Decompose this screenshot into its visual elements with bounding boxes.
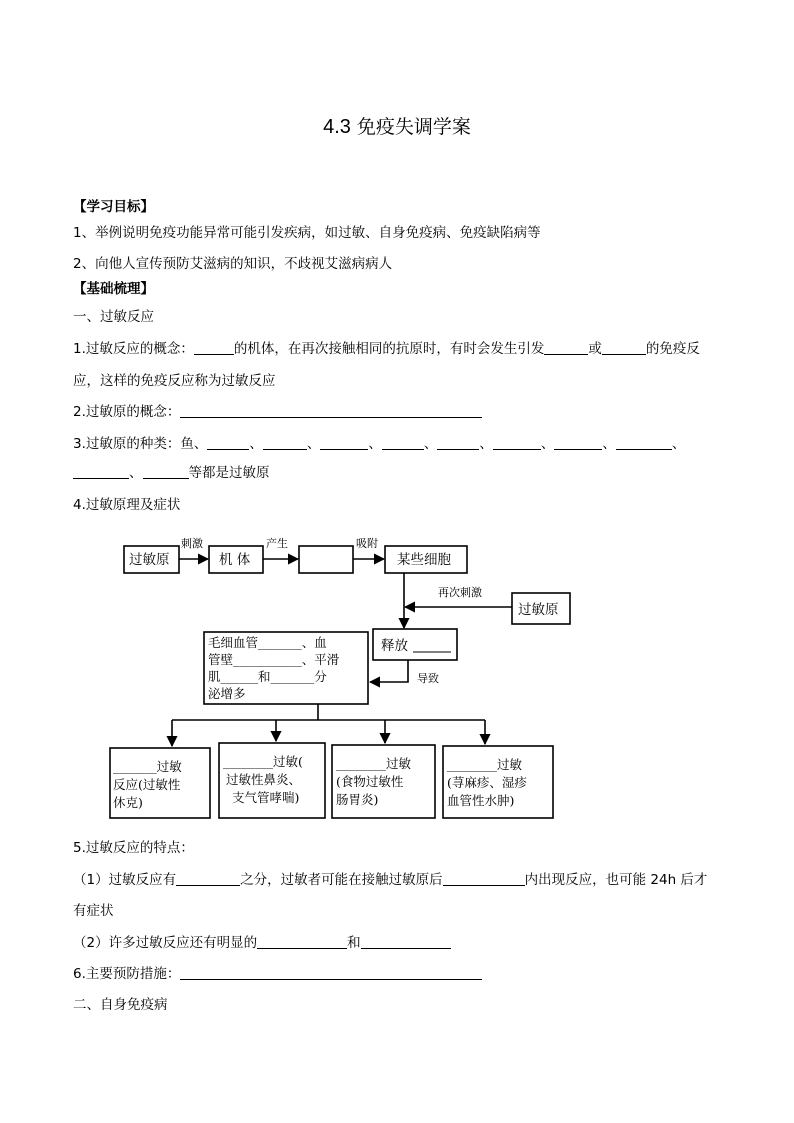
question-1-line-2: 应，这样的免疫反应称为过敏反应 — [73, 373, 276, 389]
result-4-line: (荨麻疹、湿疹 — [447, 775, 527, 790]
diagram-allergen: 过敏原 — [129, 552, 170, 568]
question-2: 2.过敏原的概念： — [73, 403, 482, 421]
result-3-line: 肠胃炎) — [336, 792, 379, 807]
diagram-release: 释放 — [381, 638, 408, 654]
result-3-line: ________过敏 — [336, 756, 412, 771]
question-4: 4.过敏原理及症状 — [73, 497, 181, 513]
question-5: 5.过敏反应的特点： — [73, 840, 194, 856]
question-1-line-1: 1.过敏反应的概念： 的机体，在再次接触相同的抗原时，有时会发生引发 或 的免疫反 — [73, 341, 700, 357]
result-1-line: _______过敏 — [113, 759, 182, 774]
label-lead: 导致 — [417, 672, 439, 685]
question-5-1-line-1: （1）过敏反应有 之分，过敏者可能在接触过敏原后 内出现反应，也可能 24h 后才 — [73, 872, 708, 888]
label-stimulate: 刺激 — [181, 537, 203, 550]
question-6: 6.主要预防措施： — [73, 965, 482, 983]
result-2-line: 过敏性鼻炎、 — [226, 772, 302, 787]
result-4-line: ________过敏 — [447, 757, 523, 772]
answer-blank[interactable] — [180, 965, 482, 980]
goal-item-1: 1、举例说明免疫功能异常可能引发疾病，如过敏、自身免疫病、免疫缺陷病等 — [73, 225, 541, 241]
effect-line: 管壁___________、平滑 — [208, 652, 340, 667]
result-1-line: 休克) — [113, 795, 143, 810]
label-restimulate: 再次刺激 — [438, 586, 482, 599]
result-4-line: 血管性水肿) — [447, 793, 515, 808]
answer-blank[interactable] — [361, 934, 451, 949]
goals-heading: 【学习目标】 — [73, 199, 154, 215]
diagram-allergen-2: 过敏原 — [518, 602, 559, 618]
label-produce: 产生 — [266, 537, 288, 550]
question-5-2: （2）许多过敏反应还有明显的 和 — [73, 934, 451, 952]
effect-line: 泌增多 — [208, 686, 246, 701]
answer-blank[interactable] — [257, 934, 347, 949]
arrow — [370, 660, 408, 682]
basics-heading: 【基础梳理】 — [73, 281, 154, 297]
section-2-title: 二、自身免疫病 — [73, 997, 168, 1013]
antibody-blank-box[interactable] — [299, 546, 353, 573]
goal-item-2: 2、向他人宣传预防艾滋病的知识，不歧视艾滋病病人 — [73, 256, 393, 272]
answer-blank[interactable] — [443, 871, 525, 886]
section-1-title: 一、过敏反应 — [73, 309, 154, 325]
effect-line: 毛细血管_______、血 — [208, 635, 327, 650]
title-text: 免疫失调学案 — [356, 116, 471, 138]
question-3-line-1: 3.过敏原的种类：鱼、 、 、 、 、 、 、 、 、 — [73, 436, 686, 452]
label-adsorb: 吸附 — [356, 537, 378, 550]
result-2-line: 支气管哮喘) — [232, 790, 300, 805]
title-number: 4.3 — [323, 116, 351, 138]
diagram-body: 机 体 — [219, 552, 251, 568]
result-2-line: ________过敏( — [223, 754, 303, 769]
result-1-line: 反应(过敏性 — [113, 777, 181, 792]
effect-line: 肌______和_______分 — [208, 669, 327, 684]
answer-blank[interactable] — [176, 871, 240, 886]
result-3-line: (食物过敏性 — [336, 774, 404, 789]
question-5-1-line-2: 有症状 — [73, 903, 114, 919]
question-3-line-2: 、 等都是过敏原 — [73, 464, 270, 482]
diagram-cells: 某些细胞 — [397, 552, 451, 568]
